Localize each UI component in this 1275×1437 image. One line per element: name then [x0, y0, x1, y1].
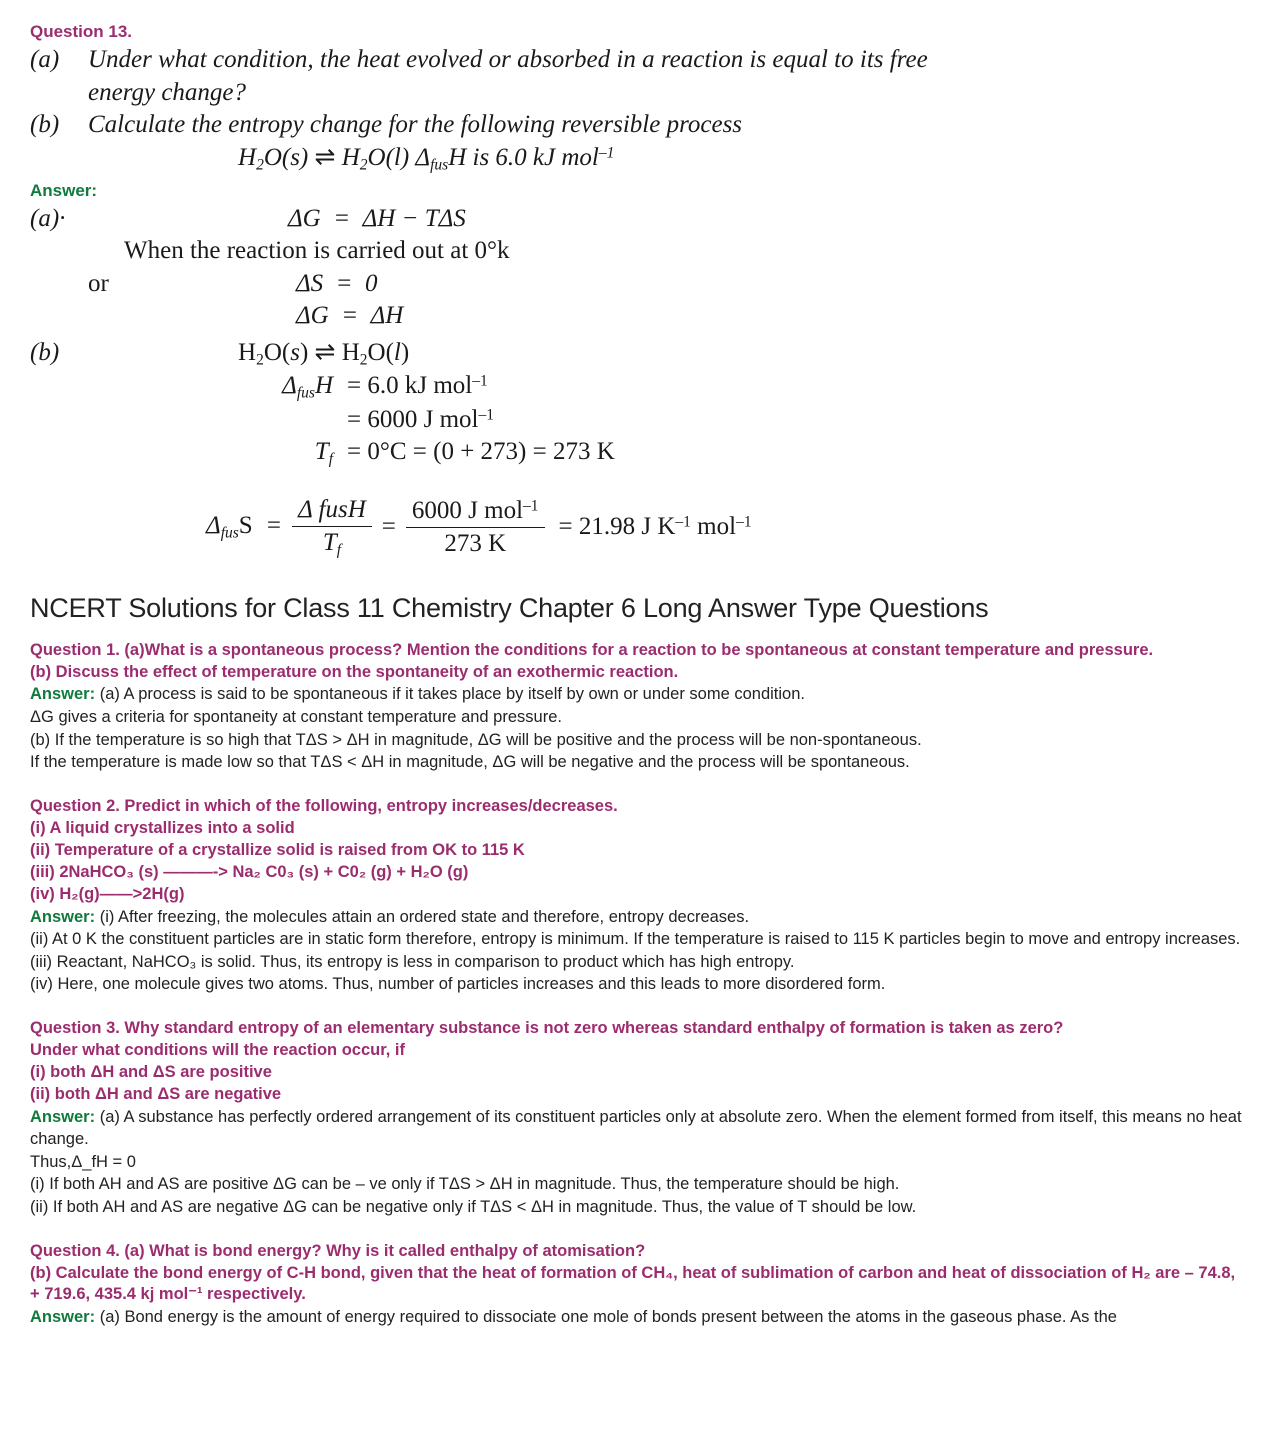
entropy-result: = 21.98 J $K^{-1}$ mol$^{-1}$ [558, 513, 752, 541]
part-a-line-1: Under what condition, the heat evolved or absorbed in a reaction is equal to its free [88, 46, 928, 73]
answer-text: (ii) At 0 K the constituent particles are in static form therefore, entropy is minimum. If the temperature is raised to 115 K particles begin to move and entropy increases. [30, 930, 1241, 949]
answer-text [30, 906, 1245, 929]
answer-label: Answer: [30, 685, 96, 704]
answer-a-condition-text: When the reaction is carried out at 0°k [124, 237, 510, 265]
answer-b-equation-1: $H_2O(s)$ ⇌ $H_2O(l)$ [238, 338, 410, 369]
answer-b-equation-2: = 6.0 kJ mol$^{-1}$ [347, 372, 488, 400]
answer-label: Answer: [30, 1107, 96, 1126]
question-text: (b) Discuss the effect of temperature on the spontaneity of an exothermic reaction. [30, 662, 679, 681]
answer-first-line: (a) A substance has perfectly ordered arrangement of its constituent particles only at absolute zero. When the element formed from itself, this means no heat change. [30, 1107, 1242, 1149]
answer-b-equation-3: = 6000 J mol$^{-1}$ [347, 405, 494, 433]
answer-b-entropy-calculation [206, 496, 1245, 559]
question-text: (ii) Temperature of a crystallize solid is raised from OK to 115 K [30, 840, 525, 859]
equals-sign-1: = [381, 513, 396, 541]
answer-b-dfush-symbol: $\Delta_{fus}H$ [282, 372, 333, 402]
answer-text: (i) If both AH and AS are positive ΔG can be – ve only if TΔS > ΔH in magnitude. Thus, the temperature should be high. [30, 1175, 900, 1194]
fraction-6000-over-273 [406, 497, 545, 558]
question-text: Question 1. (a)What is a spontaneous process? Mention the conditions for a reaction to be spontaneous at constant temperature and pressure. [30, 640, 1154, 659]
part-b-label: (b) [30, 111, 60, 138]
answer-text: ΔG gives a criteria for spontaneity at constant temperature and pressure. [30, 708, 562, 727]
answer-first-line: (i) After freezing, the molecules attain an ordered state and therefore, entropy decreases. [95, 907, 750, 926]
answer-text [30, 1106, 1245, 1151]
answer-label: Answer: [30, 1308, 96, 1327]
fraction-dfush-over-tf [292, 496, 372, 559]
question-text: Question 2. Predict in which of the following, entropy increases/decreases. [30, 796, 618, 815]
answer-a-equation-3: ΔG = ΔH [296, 302, 404, 330]
question-block [30, 1241, 1245, 1329]
answer-text [30, 1306, 1245, 1329]
question-text: (iii) 2NaHCO₃ (s) ———-> Na₂ C0₃ (s) + C0₂ (g) + H₂O (g) [30, 862, 469, 881]
answer-text [30, 683, 1245, 706]
delta-fus-s-label: $\Delta_{fus}S$ = [206, 512, 283, 542]
part-a-label: (a) [30, 46, 60, 73]
answer-part-b-label: (b) [30, 338, 60, 366]
answer-a-equation-1: ΔG = ΔH − TΔS [288, 204, 466, 232]
question-text: Question 3. Why standard entropy of an elementary substance is not zero whereas standard enthalpy of formation is taken as zero? [30, 1018, 1064, 1037]
answer-first-line: (a) Bond energy is the amount of energy required to dissociate one mole of bonds present between the atoms in the gaseous phase. As the [95, 1308, 1117, 1327]
answer-text: (ii) If both AH and AS are negative ΔG can be negative only if TΔS < ΔH in magnitude. Thus, the value of T should be low. [30, 1198, 917, 1216]
answer-a-equation-2: ΔS = 0 [296, 269, 378, 297]
fraction-2-numerator: 6000 J mol$^{-1}$ [411, 496, 539, 524]
part-b-equation: $H_2O(s)$ ⇌ $H_2O(l)$ $\Delta_{fus}H$ is 6.0 kJ mol$^{-1}$ [238, 143, 615, 173]
question-text: Under what conditions will the reaction occur, if [30, 1040, 405, 1059]
answer-b-equation-4: = 0°C = (0 + 273) = 273 K [347, 438, 615, 466]
question-text: (iv) H₂(g)——>2H(g) [30, 884, 185, 903]
question-13-part-b [30, 109, 1245, 175]
fraction-1-numerator: Δ fusH [298, 495, 366, 523]
answer-b-tf-symbol: $T_f$ [314, 438, 333, 468]
answer-part-a-label: (a)· [30, 204, 66, 232]
answer-text: (b) If the temperature is so high that TΔS > ΔH in magnitude, ΔG will be positive and the process will be non-spontaneous. [30, 730, 922, 749]
part-b-text: Calculate the entropy change for the following reversible process [88, 111, 743, 138]
question-block [30, 796, 1245, 996]
answer-text: (iv) Here, one molecule gives two atoms. Thus, number of particles increases and this leads to more disordered form. [30, 975, 886, 994]
fraction-2-denominator: 273 K [406, 527, 545, 558]
question-13-label: Question 13. [30, 22, 133, 41]
answer-text: (iii) Reactant, NaHCO₃ is solid. Thus, its entropy is less in comparison to product which has high entropy. [30, 952, 795, 971]
answer-part-a [30, 203, 1245, 333]
part-a-line-2: energy change? [88, 78, 247, 106]
question-block [30, 640, 1245, 774]
answer-text: If the temperature is made low so that TΔS < ΔH in magnitude, ΔG will be negative and the process will be spontaneous. [30, 753, 910, 772]
question-text: (i) both ΔH and ΔS are positive [30, 1062, 272, 1081]
question-text: Question 4. (a) What is bond energy? Why is it called enthalpy of atomisation? [30, 1241, 646, 1260]
question-text: (ii) both ΔH and ΔS are negative [30, 1084, 282, 1103]
question-text: (i) A liquid crystallizes into a solid [30, 818, 295, 837]
question-text: (b) Calculate the bond energy of C-H bond, given that the heat of formation of CH₄, heat of sublimation of carbon and heat of dissociation of H₂ are – 74.8, + 719.6, 435.4 kj mol⁻¹ respectively. [30, 1263, 1236, 1304]
question-13-part-a [30, 44, 1245, 109]
fraction-1-denominator: $T_f$ [292, 526, 372, 559]
answer-part-b [30, 337, 1245, 559]
question-block [30, 1018, 1245, 1219]
answer-label: Answer: [30, 907, 96, 926]
answer-a-or: or [88, 269, 109, 297]
answer-first-line: (a) A process is said to be spontaneous if it takes place by itself by own or under some condition. [95, 685, 805, 704]
page-title: NCERT Solutions for Class 11 Chemistry Chapter 6 Long Answer Type Questions [30, 592, 989, 623]
handwritten-answer-label: Answer: [30, 180, 98, 200]
handwritten-solution-block [30, 22, 1245, 559]
answer-text: Thus,Δ_fH = 0 [30, 1152, 136, 1171]
